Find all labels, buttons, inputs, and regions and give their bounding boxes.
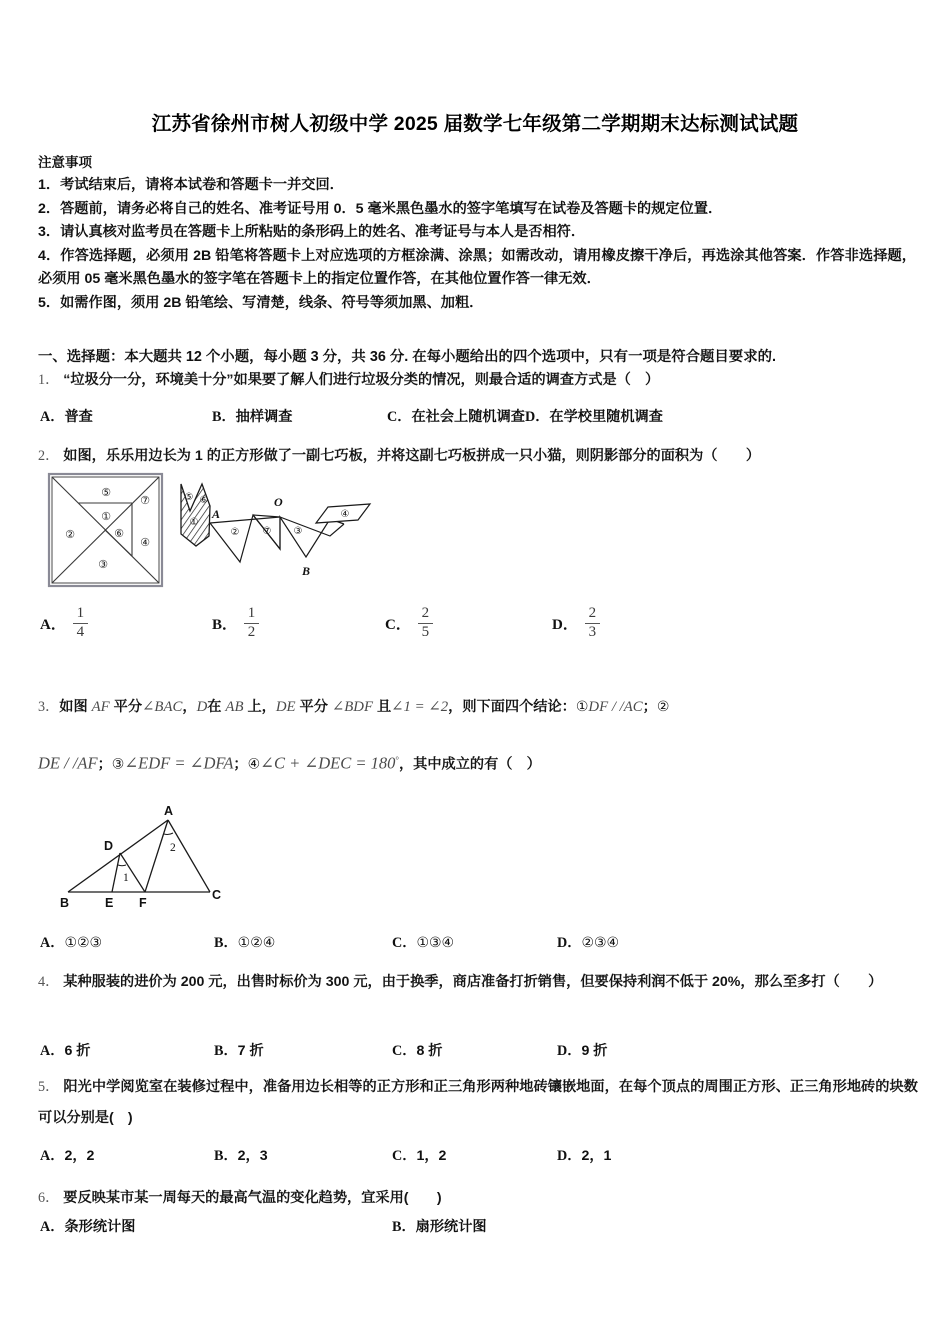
notice-line-2: 2．答题前，请务必将自己的姓名、准考证号用 0．5 毫米黑色墨水的签字笔填写在试卷及答题卡的规定位置．: [38, 200, 723, 217]
question-2-option-d[interactable]: [552, 606, 600, 641]
question-4-option-b[interactable]: [214, 1040, 392, 1060]
tangram-label-1: ①: [101, 510, 111, 523]
question-6: [38, 1185, 918, 1211]
cat-label-1: ①: [189, 517, 199, 528]
fraction-denominator: 2: [247, 623, 256, 640]
segment-ba: [68, 820, 168, 892]
option-label: C．: [392, 1148, 417, 1164]
question-1-number: 1．: [38, 372, 60, 388]
tangram-label-7: ⑦: [140, 494, 150, 507]
question-5-option-b[interactable]: [214, 1145, 392, 1165]
fraction-numerator: 1: [247, 605, 256, 621]
tangram-figure: [40, 468, 420, 598]
question-6-option-a[interactable]: [40, 1216, 392, 1236]
option-label: D．: [552, 616, 578, 633]
notice-block: [38, 152, 916, 315]
q3-math-angle-bdf: ∠BDF: [331, 699, 373, 715]
option-text: 1，2: [416, 1148, 447, 1164]
q3-conclusion-3-marker: ③: [111, 756, 125, 773]
question-6-options: [40, 1216, 920, 1236]
option-text: ②③④: [581, 935, 620, 951]
cat-point-A: A: [212, 507, 221, 521]
q3-part-6: 平分: [295, 699, 332, 715]
cat-label-2: ②: [230, 527, 240, 538]
option-label: D．: [524, 409, 550, 425]
q3-degree-symbol: °: [395, 755, 399, 765]
vertex-label-e: E: [105, 896, 114, 910]
q3-part-7: 且: [373, 699, 392, 715]
tangram-square: [49, 474, 162, 586]
option-text: ①③④: [416, 935, 455, 951]
q3-part-10: ；: [97, 756, 112, 773]
question-6-number: 6．: [38, 1190, 60, 1206]
vertex-label-a: A: [164, 804, 174, 818]
option-text: 9 折: [581, 1043, 608, 1059]
tangram-label-3: ③: [98, 558, 108, 571]
option-label: B．: [214, 935, 238, 951]
q3-conclusion-4-marker: ④: [247, 756, 261, 773]
fraction-denominator: 3: [588, 623, 597, 640]
page-title: 江苏省徐州市树人初级中学 2025 届数学七年级第二学期期末达标测试试题: [151, 113, 799, 135]
option-text: 抽样调查: [235, 409, 293, 425]
option-label: C．: [387, 409, 412, 425]
option-label: A．: [40, 616, 66, 633]
option-label: A．: [40, 409, 65, 425]
q3-conclusion-1-marker: ①: [575, 699, 589, 715]
option-label: C．: [392, 935, 417, 951]
section-heading: 一、选择题：本大题共 12 个小题，每小题 3 分，共 36 分. 在每小题给出的四个选项中，只有一项是符合题目要求的.: [38, 349, 776, 365]
q3-part-11: ；: [233, 756, 248, 773]
q3-part-4: 在: [207, 699, 226, 715]
tangram-label-5: ⑤: [101, 486, 111, 499]
option-label: B．: [214, 1148, 238, 1164]
question-2-number: 2．: [38, 448, 60, 464]
q3-part-9: ；: [642, 699, 657, 715]
question-2-option-c[interactable]: [385, 606, 433, 641]
question-5-text: 阳光中学阅览室在装修过程中，准备用边长相等的正方形和正三角形两种地砖镶嵌地面，在每个顶点的周围正方形、正三角形地砖的块数可以分别是( ): [38, 1079, 918, 1126]
vertex-label-d: D: [104, 839, 114, 853]
option-label: A．: [40, 1148, 65, 1164]
q3-part-3: ，: [182, 699, 197, 715]
cat-point-O: O: [274, 495, 283, 509]
option-label: A．: [40, 1219, 65, 1235]
option-text: 7 折: [237, 1043, 264, 1059]
option-label: D．: [557, 935, 582, 951]
option-label: C．: [392, 1043, 417, 1059]
tangram-label-4: ④: [140, 536, 150, 549]
option-label: A．: [40, 1043, 65, 1059]
question-4-option-c[interactable]: [392, 1040, 557, 1060]
option-text: ①②③: [64, 935, 103, 951]
fraction-numerator: 1: [76, 605, 85, 621]
option-text: 条形统计图: [64, 1219, 136, 1235]
question-2: [38, 443, 918, 469]
question-1: [38, 367, 918, 393]
question-3-options: [40, 932, 920, 952]
question-3-option-b[interactable]: [214, 932, 392, 952]
q3-math-angle-bac: ∠BAC: [142, 699, 183, 715]
question-2-option-a[interactable]: [40, 606, 88, 641]
question-3-continued: [38, 745, 918, 780]
q3-conclusion-2-marker: ②: [656, 699, 670, 715]
question-1-options: [40, 406, 920, 426]
angle-2-arc: [164, 833, 173, 834]
question-2-option-b[interactable]: [212, 606, 259, 641]
fraction-a: [73, 606, 88, 641]
q3-math-angle-edf-eq-dfa: ∠EDF = ∠DFA: [124, 753, 234, 773]
option-label: C．: [385, 616, 411, 633]
vertex-label-b: B: [60, 896, 70, 910]
q3-math-ab: AB: [225, 699, 244, 715]
option-label: B．: [212, 616, 238, 633]
question-4-number: 4．: [38, 974, 60, 990]
fraction-c: [418, 606, 433, 641]
question-3: [38, 694, 918, 720]
q3-part-2: 平分: [109, 699, 143, 715]
question-5-option-a[interactable]: [40, 1145, 214, 1165]
cat-label-5: ⑤: [184, 492, 194, 503]
vertex-label-f: F: [139, 896, 147, 910]
option-label: D．: [557, 1148, 582, 1164]
question-5-number: 5．: [38, 1079, 60, 1095]
question-1-option-d[interactable]: [525, 406, 663, 426]
segment-ac: [168, 820, 210, 892]
option-text: 6 折: [64, 1043, 91, 1059]
option-text: 2，2: [64, 1148, 95, 1164]
tangram-label-2: ②: [65, 528, 75, 541]
option-text: 普查: [64, 409, 93, 425]
question-3-number: 3．: [38, 699, 60, 715]
notice-line-1: 1．考试结束后，请将本试卷和答题卡一并交回．: [38, 177, 344, 193]
question-5-option-d[interactable]: [557, 1145, 611, 1165]
cat-label-7: ⑦: [262, 526, 272, 537]
question-4: [38, 967, 918, 998]
option-label: B．: [212, 409, 236, 425]
q3-math-angle-c-plus-dec: ∠C + ∠DEC = 180: [260, 753, 396, 773]
q3-part-1: 如图: [59, 699, 92, 715]
q3-math-d: D: [196, 699, 208, 715]
option-label: B．: [392, 1219, 416, 1235]
q3-part-8: ，则下面四个结论：: [448, 699, 576, 715]
fraction-numerator: 2: [588, 605, 597, 621]
question-2-options: [40, 606, 920, 652]
option-text: 2，1: [581, 1148, 612, 1164]
option-text: 2，3: [237, 1148, 268, 1164]
tangram-cat: [181, 484, 370, 578]
fraction-d: [585, 606, 600, 641]
notice-line-5: 5．如需作图，须用 2B 铅笔绘、写清楚，线条、符号等须加黑、加粗．: [38, 294, 484, 311]
question-6-option-b[interactable]: [392, 1216, 487, 1236]
question-3-option-d[interactable]: [557, 932, 619, 952]
question-4-option-d[interactable]: [557, 1040, 607, 1060]
tangram-label-6: ⑥: [114, 527, 124, 540]
question-5: [38, 1072, 918, 1134]
option-text: 在学校里随机调查: [549, 409, 663, 425]
notice-heading: 注意事项: [38, 155, 92, 170]
q3-math-de-par-af: DE / /AF: [38, 753, 98, 773]
option-text: 在社会上随机调查: [411, 409, 525, 425]
question-5-option-c[interactable]: [392, 1145, 557, 1165]
q3-math-de: DE: [275, 699, 296, 715]
fraction-denominator: 4: [76, 623, 85, 640]
option-label: D．: [557, 1043, 582, 1059]
cat-point-B: B: [302, 564, 311, 578]
angle-label-2: 2: [170, 842, 176, 854]
question-4-option-a[interactable]: [40, 1040, 214, 1060]
q3-part-12: ，其中成立的有（ ）: [398, 756, 541, 773]
cat-label-6: ⑥: [199, 495, 209, 506]
question-3-option-a[interactable]: [40, 932, 214, 952]
q3-math-af: AF: [91, 699, 110, 715]
segment-af: [145, 820, 168, 892]
question-1-option-c[interactable]: [387, 406, 525, 426]
fraction-numerator: 2: [421, 605, 430, 621]
q3-math-df-par-ac: DF / /AC: [588, 699, 643, 715]
question-2-text: 如图，乐乐用边长为 1 的正方形做了一副七巧板，并将这副七巧板拼成一只小猫，则阴影部分的面积为（ ）: [63, 448, 761, 464]
question-5-options: [40, 1145, 920, 1165]
question-4-text: 某种服装的进价为 200 元，出售时标价为 300 元，由于换季，商店准备打折销售，但要保持利润不低于 20%，那么至多打（ ）: [63, 974, 883, 990]
q3-part-5: 上，: [243, 699, 276, 715]
option-text: ①②④: [237, 935, 276, 951]
question-4-options: [40, 1040, 920, 1060]
vertex-label-c: C: [212, 888, 222, 902]
question-6-text: 要反映某市某一周每天的最高气温的变化趋势，宜采用( ): [63, 1190, 442, 1206]
option-text: 8 折: [416, 1043, 443, 1059]
notice-line-4: 4．作答选择题，必须用 2B 铅笔将答题卡上对应选项的方框涂满、涂黑；如需改动，请用橡皮擦干净后，再选涂其他答案．作答非选择题，必须用 05 毫米黑色墨水的签字笔在答题卡上的指定位置作答，在其他位置作答一律无效．: [38, 247, 916, 287]
cat-body-upper-left: [210, 515, 280, 523]
angle-1-arc: [118, 865, 126, 866]
question-1-text: “垃圾分一分，环境美十分”如果要了解人们进行垃圾分类的情况，则最合适的调查方式是（ ）: [63, 372, 660, 388]
option-label: B．: [214, 1043, 238, 1059]
question-1-option-a[interactable]: [40, 406, 212, 426]
cat-label-3: ③: [293, 526, 303, 537]
q3-math-angle1-eq-angle2: ∠1 = ∠2: [391, 699, 449, 715]
angle-label-1: 1: [123, 872, 129, 884]
question-1-option-b[interactable]: [212, 406, 387, 426]
triangle-angle-bisector-figure: [60, 795, 260, 920]
question-3-option-c[interactable]: [392, 932, 557, 952]
fraction-b: [244, 606, 259, 641]
option-label: A．: [40, 935, 65, 951]
option-text: 扇形统计图: [415, 1219, 487, 1235]
notice-line-3: 3．请认真核对监考员在答题卡上所粘贴的条形码上的姓名、准考证号与本人是否相符．: [38, 224, 586, 240]
fraction-denominator: 5: [421, 623, 430, 640]
cat-label-4: ④: [340, 509, 350, 520]
